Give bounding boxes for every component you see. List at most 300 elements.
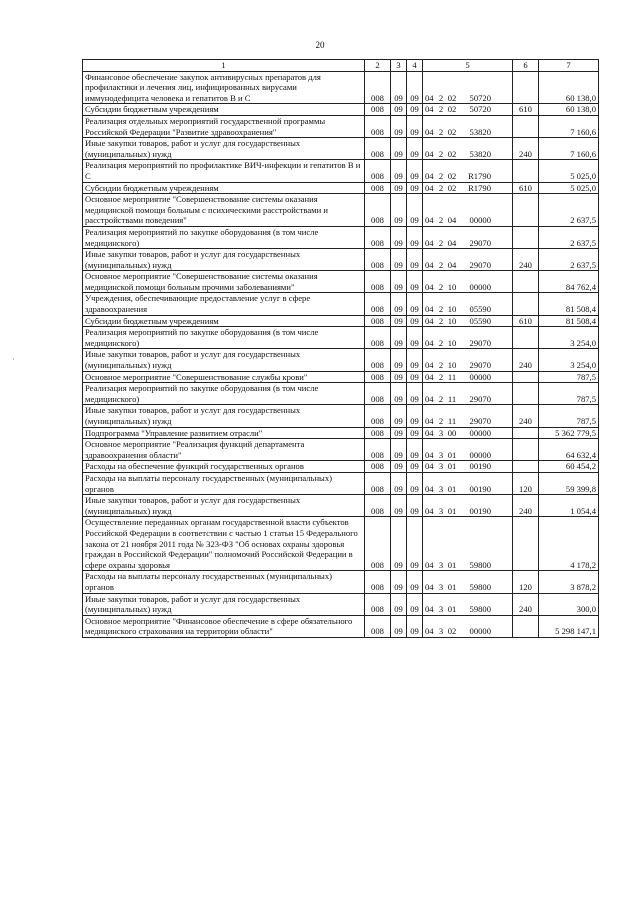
target-article-part: 01 xyxy=(447,449,457,460)
amount: 787,5 xyxy=(539,371,599,383)
target-article-part: 04 xyxy=(425,604,434,615)
target-article-code xyxy=(423,427,513,439)
amount: 5 025,0 xyxy=(539,182,599,194)
target-article-part: 04 xyxy=(425,259,434,270)
section-code: 09 xyxy=(391,327,407,349)
section-code: 09 xyxy=(391,226,407,248)
table-row xyxy=(83,182,599,194)
target-article-part: 10 xyxy=(447,337,457,348)
target-article-part: 02 xyxy=(447,170,457,181)
target-article-part: 2 xyxy=(438,304,444,315)
ministry-code: 008 xyxy=(365,271,391,293)
expense-type-code xyxy=(513,115,539,137)
target-article-part: 29070 xyxy=(469,393,491,404)
expense-type-code xyxy=(513,271,539,293)
target-article-part: 3 xyxy=(438,626,444,637)
target-article-part: 2 xyxy=(438,360,444,371)
target-article-part: 11 xyxy=(447,371,457,382)
table-row xyxy=(83,138,599,160)
target-article-part: 11 xyxy=(447,393,457,404)
target-article-part: 04 xyxy=(425,461,434,472)
amount: 5 298 147,1 xyxy=(539,615,599,637)
target-article-part: 2 xyxy=(438,126,444,137)
table-row xyxy=(83,615,599,637)
target-article-part: 2 xyxy=(438,215,444,226)
target-article-part: 00190 xyxy=(469,505,491,516)
ministry-code: 008 xyxy=(365,249,391,271)
ministry-code: 008 xyxy=(365,138,391,160)
subsection-code: 09 xyxy=(407,293,423,315)
target-article-code xyxy=(423,71,513,104)
table-row xyxy=(83,593,599,615)
target-article-part: 04 xyxy=(425,215,434,226)
subsection-code: 09 xyxy=(407,226,423,248)
target-article-code xyxy=(423,160,513,182)
section-code: 09 xyxy=(391,593,407,615)
target-article-code xyxy=(423,461,513,473)
target-article-part: R1790 xyxy=(468,182,491,193)
target-article-part: 3 xyxy=(438,581,444,592)
row-name: Субсидии бюджетным учреждениям xyxy=(83,315,365,327)
section-code: 09 xyxy=(391,104,407,116)
page-number: 20 xyxy=(315,40,325,50)
ministry-code: 008 xyxy=(365,439,391,461)
section-code: 09 xyxy=(391,293,407,315)
target-article-part: 2 xyxy=(438,104,444,115)
row-name: Расходы на выплаты персоналу государственных (муниципальных) органов xyxy=(83,472,365,494)
row-name: Основное мероприятие "Реализация функций департамента здравоохранения области" xyxy=(83,439,365,461)
expense-type-code xyxy=(513,383,539,405)
expense-type-code: 240 xyxy=(513,249,539,271)
target-article-code xyxy=(423,249,513,271)
target-article-part: 2 xyxy=(438,416,444,426)
target-article-part: 00000 xyxy=(469,626,491,637)
target-article-part: 2 xyxy=(438,92,444,103)
section-code: 09 xyxy=(391,383,407,405)
target-article-code xyxy=(423,104,513,116)
section-code: 09 xyxy=(391,160,407,182)
target-article-part: 04 xyxy=(425,126,434,137)
target-article-code xyxy=(423,226,513,248)
ministry-code: 008 xyxy=(365,182,391,194)
target-article-part: 3 xyxy=(438,427,444,438)
section-code: 09 xyxy=(391,472,407,494)
ministry-code: 008 xyxy=(365,160,391,182)
row-name: Расходы на выплаты персоналу государственных (муниципальных) органов xyxy=(83,571,365,593)
subsection-code: 09 xyxy=(407,315,423,327)
column-header: 6 xyxy=(513,60,539,72)
target-article-part: 04 xyxy=(425,104,434,115)
subsection-code: 09 xyxy=(407,615,423,637)
ministry-code: 008 xyxy=(365,71,391,104)
expense-type-code xyxy=(513,327,539,349)
section-code: 09 xyxy=(391,405,407,427)
section-code: 09 xyxy=(391,371,407,383)
budget-table xyxy=(82,59,599,638)
section-code: 09 xyxy=(391,315,407,327)
subsection-code: 09 xyxy=(407,472,423,494)
target-article-part: 00190 xyxy=(469,461,491,472)
table-row xyxy=(83,383,599,405)
row-name: Осуществление переданных органам государственной власти субъектов Российской Федерации в соответствии с частью 1 статьи 15 Федерального закона от 21 ноября 2011 года № 323-ФЗ "Об основах охраны здоровья граждан в Российской Федерации" полномочий Российской Федерации в сфере охраны здоровья xyxy=(83,517,365,571)
target-article-code xyxy=(423,472,513,494)
amount: 81 508,4 xyxy=(539,315,599,327)
target-article-part: 10 xyxy=(447,304,457,315)
table-row xyxy=(83,427,599,439)
target-article-part: 3 xyxy=(438,461,444,472)
expense-type-code: 240 xyxy=(513,138,539,160)
target-article-part: 11 xyxy=(447,416,457,426)
target-article-code xyxy=(423,571,513,593)
subsection-code: 09 xyxy=(407,405,423,427)
target-article-part: 59800 xyxy=(469,581,491,592)
amount: 5 362 779,5 xyxy=(539,427,599,439)
ministry-code: 008 xyxy=(365,226,391,248)
column-header: 5 xyxy=(423,60,513,72)
target-article-part: 3 xyxy=(438,483,444,494)
row-name: Основное мероприятие "Совершенствование системы оказания медицинской помощи больным с психическими расстройствами и расстройствами поведения" xyxy=(83,194,365,227)
target-article-part: 2 xyxy=(438,315,444,326)
row-name: Иные закупки товаров, работ и услуг для государственных (муниципальных) нужд xyxy=(83,495,365,517)
target-article-part: 00000 xyxy=(469,281,491,292)
target-article-part: 01 xyxy=(447,483,457,494)
subsection-code: 09 xyxy=(407,439,423,461)
amount: 7 160,6 xyxy=(539,138,599,160)
target-article-part: 01 xyxy=(447,559,457,570)
target-article-part: 04 xyxy=(425,360,434,371)
ministry-code: 008 xyxy=(365,593,391,615)
amount: 5 025,0 xyxy=(539,160,599,182)
subsection-code: 09 xyxy=(407,571,423,593)
target-article-part: 59800 xyxy=(469,559,491,570)
target-article-part: 29070 xyxy=(469,259,491,270)
target-article-part: 04 xyxy=(425,281,434,292)
target-article-code xyxy=(423,315,513,327)
target-article-part: 59800 xyxy=(469,604,491,615)
subsection-code: 09 xyxy=(407,271,423,293)
table-row xyxy=(83,349,599,371)
table-row xyxy=(83,472,599,494)
ministry-code: 008 xyxy=(365,115,391,137)
target-article-part: 53820 xyxy=(469,126,491,137)
expense-type-code: 610 xyxy=(513,104,539,116)
target-article-part: 04 xyxy=(425,237,434,248)
table-row xyxy=(83,160,599,182)
subsection-code: 09 xyxy=(407,371,423,383)
row-name: Реализация мероприятий по закупке оборудования (в том числе медицинского) xyxy=(83,226,365,248)
ministry-code: 008 xyxy=(365,427,391,439)
row-name: Расходы на обеспечение функций государственных органов xyxy=(83,461,365,473)
ministry-code: 008 xyxy=(365,349,391,371)
target-article-code xyxy=(423,115,513,137)
subsection-code: 09 xyxy=(407,138,423,160)
amount: 7 160,6 xyxy=(539,115,599,137)
row-name: Финансовое обеспечение закупок антивирусных препаратов для профилактики и лечения лиц, инфицированных вирусами иммунодефицита человека и гепатитов В и С xyxy=(83,71,365,104)
margin-mark: · xyxy=(12,355,15,364)
expense-type-code xyxy=(513,517,539,571)
subsection-code: 09 xyxy=(407,104,423,116)
target-article-code xyxy=(423,517,513,571)
table-row xyxy=(83,249,599,271)
ministry-code: 008 xyxy=(365,472,391,494)
target-article-code xyxy=(423,439,513,461)
subsection-code: 09 xyxy=(407,383,423,405)
row-name: Субсидии бюджетным учреждениям xyxy=(83,104,365,116)
target-article-part: 04 xyxy=(425,304,434,315)
expense-type-code: 610 xyxy=(513,315,539,327)
target-article-code xyxy=(423,349,513,371)
expense-type-code: 240 xyxy=(513,495,539,517)
target-article-part: 50720 xyxy=(469,104,491,115)
column-header: 7 xyxy=(539,60,599,72)
target-article-part: 02 xyxy=(447,126,457,137)
table-row xyxy=(83,327,599,349)
row-name: Основное мероприятие "Совершенствование службы крови" xyxy=(83,371,365,383)
target-article-part: 2 xyxy=(438,182,444,193)
amount: 2 637,5 xyxy=(539,226,599,248)
row-name: Основное мероприятие "Совершенствование системы оказания медицинской помощи больным прочими заболеваниями" xyxy=(83,271,365,293)
subsection-code: 09 xyxy=(407,461,423,473)
table-row xyxy=(83,194,599,227)
target-article-part: 01 xyxy=(447,461,457,472)
target-article-part: 2 xyxy=(438,148,444,159)
target-article-part: 2 xyxy=(438,393,444,404)
target-article-part: 00000 xyxy=(469,449,491,460)
table-row xyxy=(83,271,599,293)
target-article-part: 04 xyxy=(425,170,434,181)
target-article-code xyxy=(423,138,513,160)
target-article-part: 04 xyxy=(425,371,434,382)
subsection-code: 09 xyxy=(407,427,423,439)
ministry-code: 008 xyxy=(365,461,391,473)
section-code: 09 xyxy=(391,427,407,439)
amount: 3 254,0 xyxy=(539,327,599,349)
section-code: 09 xyxy=(391,615,407,637)
target-article-part: 3 xyxy=(438,559,444,570)
target-article-part: 04 xyxy=(447,237,457,248)
target-article-part: 04 xyxy=(447,215,457,226)
section-code: 09 xyxy=(391,194,407,227)
subsection-code: 09 xyxy=(407,115,423,137)
target-article-part: 00000 xyxy=(469,371,491,382)
table-row xyxy=(83,495,599,517)
section-code: 09 xyxy=(391,71,407,104)
target-article-part: 02 xyxy=(447,626,457,637)
subsection-code: 09 xyxy=(407,71,423,104)
row-name: Реализация отдельных мероприятий государственной программы Российской Федерации "Развитие здравоохранения" xyxy=(83,115,365,137)
target-article-part: 04 xyxy=(425,626,434,637)
row-name: Подпрограмма "Управление развитием отрасли" xyxy=(83,427,365,439)
target-article-part: 04 xyxy=(425,148,434,159)
expense-type-code: 120 xyxy=(513,472,539,494)
target-article-part: 2 xyxy=(438,281,444,292)
section-code: 09 xyxy=(391,249,407,271)
expense-type-code xyxy=(513,71,539,104)
ministry-code: 008 xyxy=(365,571,391,593)
table-row xyxy=(83,293,599,315)
amount: 787,5 xyxy=(539,405,599,427)
amount: 300,0 xyxy=(539,593,599,615)
section-code: 09 xyxy=(391,349,407,371)
table-row xyxy=(83,71,599,104)
subsection-code: 09 xyxy=(407,327,423,349)
table-header-row xyxy=(83,60,599,72)
target-article-part: 04 xyxy=(425,182,434,193)
ministry-code: 008 xyxy=(365,615,391,637)
section-code: 09 xyxy=(391,461,407,473)
subsection-code: 09 xyxy=(407,349,423,371)
expense-type-code xyxy=(513,194,539,227)
amount: 60 138,0 xyxy=(539,71,599,104)
target-article-code xyxy=(423,371,513,383)
subsection-code: 09 xyxy=(407,249,423,271)
target-article-part: 50720 xyxy=(469,92,491,103)
target-article-part: 10 xyxy=(447,360,457,371)
target-article-part: 04 xyxy=(425,315,434,326)
expense-type-code: 240 xyxy=(513,593,539,615)
target-article-part: 53820 xyxy=(469,148,491,159)
target-article-part: 05590 xyxy=(469,304,491,315)
expense-type-code: 240 xyxy=(513,405,539,427)
ministry-code: 008 xyxy=(365,371,391,383)
section-code: 09 xyxy=(391,138,407,160)
amount: 81 508,4 xyxy=(539,293,599,315)
expense-type-code xyxy=(513,293,539,315)
table-row xyxy=(83,115,599,137)
section-code: 09 xyxy=(391,571,407,593)
target-article-part: 29070 xyxy=(469,360,491,371)
amount: 60 454,2 xyxy=(539,461,599,473)
subsection-code: 09 xyxy=(407,194,423,227)
amount: 84 762,4 xyxy=(539,271,599,293)
column-header: 1 xyxy=(83,60,365,72)
amount: 64 632,4 xyxy=(539,439,599,461)
section-code: 09 xyxy=(391,517,407,571)
target-article-part: 10 xyxy=(447,315,457,326)
table-row xyxy=(83,439,599,461)
amount: 60 138,0 xyxy=(539,104,599,116)
amount: 787,5 xyxy=(539,383,599,405)
target-article-part: 29070 xyxy=(469,337,491,348)
expense-type-code: 240 xyxy=(513,349,539,371)
column-header: 3 xyxy=(391,60,407,72)
target-article-part: 2 xyxy=(438,170,444,181)
target-article-part: 3 xyxy=(438,604,444,615)
target-article-part: 04 xyxy=(425,393,434,404)
target-article-part: 05590 xyxy=(469,315,491,326)
target-article-part: 3 xyxy=(438,449,444,460)
target-article-part: 04 xyxy=(425,427,434,438)
target-article-code xyxy=(423,194,513,227)
row-name: Иные закупки товаров, работ и услуг для государственных (муниципальных) нужд xyxy=(83,249,365,271)
amount: 4 178,2 xyxy=(539,517,599,571)
target-article-part: 29070 xyxy=(469,237,491,248)
target-article-part: 04 xyxy=(425,92,434,103)
target-article-part: 04 xyxy=(425,505,434,516)
target-article-part: 2 xyxy=(438,259,444,270)
row-name: Реализация мероприятий по профилактике ВИЧ-инфекции и гепатитов В и С xyxy=(83,160,365,182)
target-article-part: 04 xyxy=(425,581,434,592)
row-name: Реализация мероприятий по закупке оборудования (в том числе медицинского) xyxy=(83,383,365,405)
section-code: 09 xyxy=(391,271,407,293)
target-article-part: 2 xyxy=(438,237,444,248)
subsection-code: 09 xyxy=(407,495,423,517)
ministry-code: 008 xyxy=(365,315,391,327)
target-article-part: 2 xyxy=(438,371,444,382)
section-code: 09 xyxy=(391,182,407,194)
target-article-part: R1790 xyxy=(468,170,491,181)
expense-type-code xyxy=(513,461,539,473)
target-article-part: 04 xyxy=(425,337,434,348)
target-article-part: 02 xyxy=(447,92,457,103)
ministry-code: 008 xyxy=(365,517,391,571)
expense-type-code xyxy=(513,160,539,182)
ministry-code: 008 xyxy=(365,293,391,315)
expense-type-code xyxy=(513,615,539,637)
target-article-part: 04 xyxy=(425,449,434,460)
table-row xyxy=(83,226,599,248)
subsection-code: 09 xyxy=(407,182,423,194)
row-name: Иные закупки товаров, работ и услуг для государственных (муниципальных) нужд xyxy=(83,138,365,160)
target-article-part: 02 xyxy=(447,182,457,193)
target-article-part: 00000 xyxy=(469,427,491,438)
target-article-code xyxy=(423,327,513,349)
row-name: Иные закупки товаров, работ и услуг для государственных (муниципальных) нужд xyxy=(83,349,365,371)
target-article-part: 01 xyxy=(447,581,457,592)
table-row xyxy=(83,104,599,116)
subsection-code: 09 xyxy=(407,593,423,615)
target-article-part: 10 xyxy=(447,281,457,292)
section-code: 09 xyxy=(391,439,407,461)
expense-type-code xyxy=(513,371,539,383)
amount: 2 637,5 xyxy=(539,249,599,271)
amount: 1 054,4 xyxy=(539,495,599,517)
expense-type-code xyxy=(513,427,539,439)
column-header: 2 xyxy=(365,60,391,72)
target-article-code xyxy=(423,495,513,517)
section-code: 09 xyxy=(391,115,407,137)
table-body xyxy=(83,71,599,637)
expense-type-code xyxy=(513,439,539,461)
target-article-part: 3 xyxy=(438,505,444,516)
subsection-code: 09 xyxy=(407,517,423,571)
target-article-part: 00190 xyxy=(469,483,491,494)
row-name: Иные закупки товаров, работ и услуг для государственных (муниципальных) нужд xyxy=(83,593,365,615)
target-article-part: 29070 xyxy=(469,416,491,426)
expense-type-code: 120 xyxy=(513,571,539,593)
ministry-code: 008 xyxy=(365,405,391,427)
target-article-part: 00 xyxy=(447,427,457,438)
target-article-part: 02 xyxy=(447,148,457,159)
table-row xyxy=(83,315,599,327)
section-code: 09 xyxy=(391,495,407,517)
expense-type-code xyxy=(513,226,539,248)
target-article-code xyxy=(423,593,513,615)
target-article-part: 2 xyxy=(438,337,444,348)
ministry-code: 008 xyxy=(365,495,391,517)
amount: 2 637,5 xyxy=(539,194,599,227)
row-name: Иные закупки товаров, работ и услуг для государственных (муниципальных) нужд xyxy=(83,405,365,427)
target-article-code xyxy=(423,293,513,315)
ministry-code: 008 xyxy=(365,383,391,405)
target-article-part: 00000 xyxy=(469,215,491,226)
amount: 3 878,2 xyxy=(539,571,599,593)
row-name: Учреждения, обеспечивающие предоставление услуг в сфере здравоохранения xyxy=(83,293,365,315)
target-article-code xyxy=(423,271,513,293)
ministry-code: 008 xyxy=(365,104,391,116)
target-article-part: 01 xyxy=(447,604,457,615)
table-row xyxy=(83,405,599,427)
